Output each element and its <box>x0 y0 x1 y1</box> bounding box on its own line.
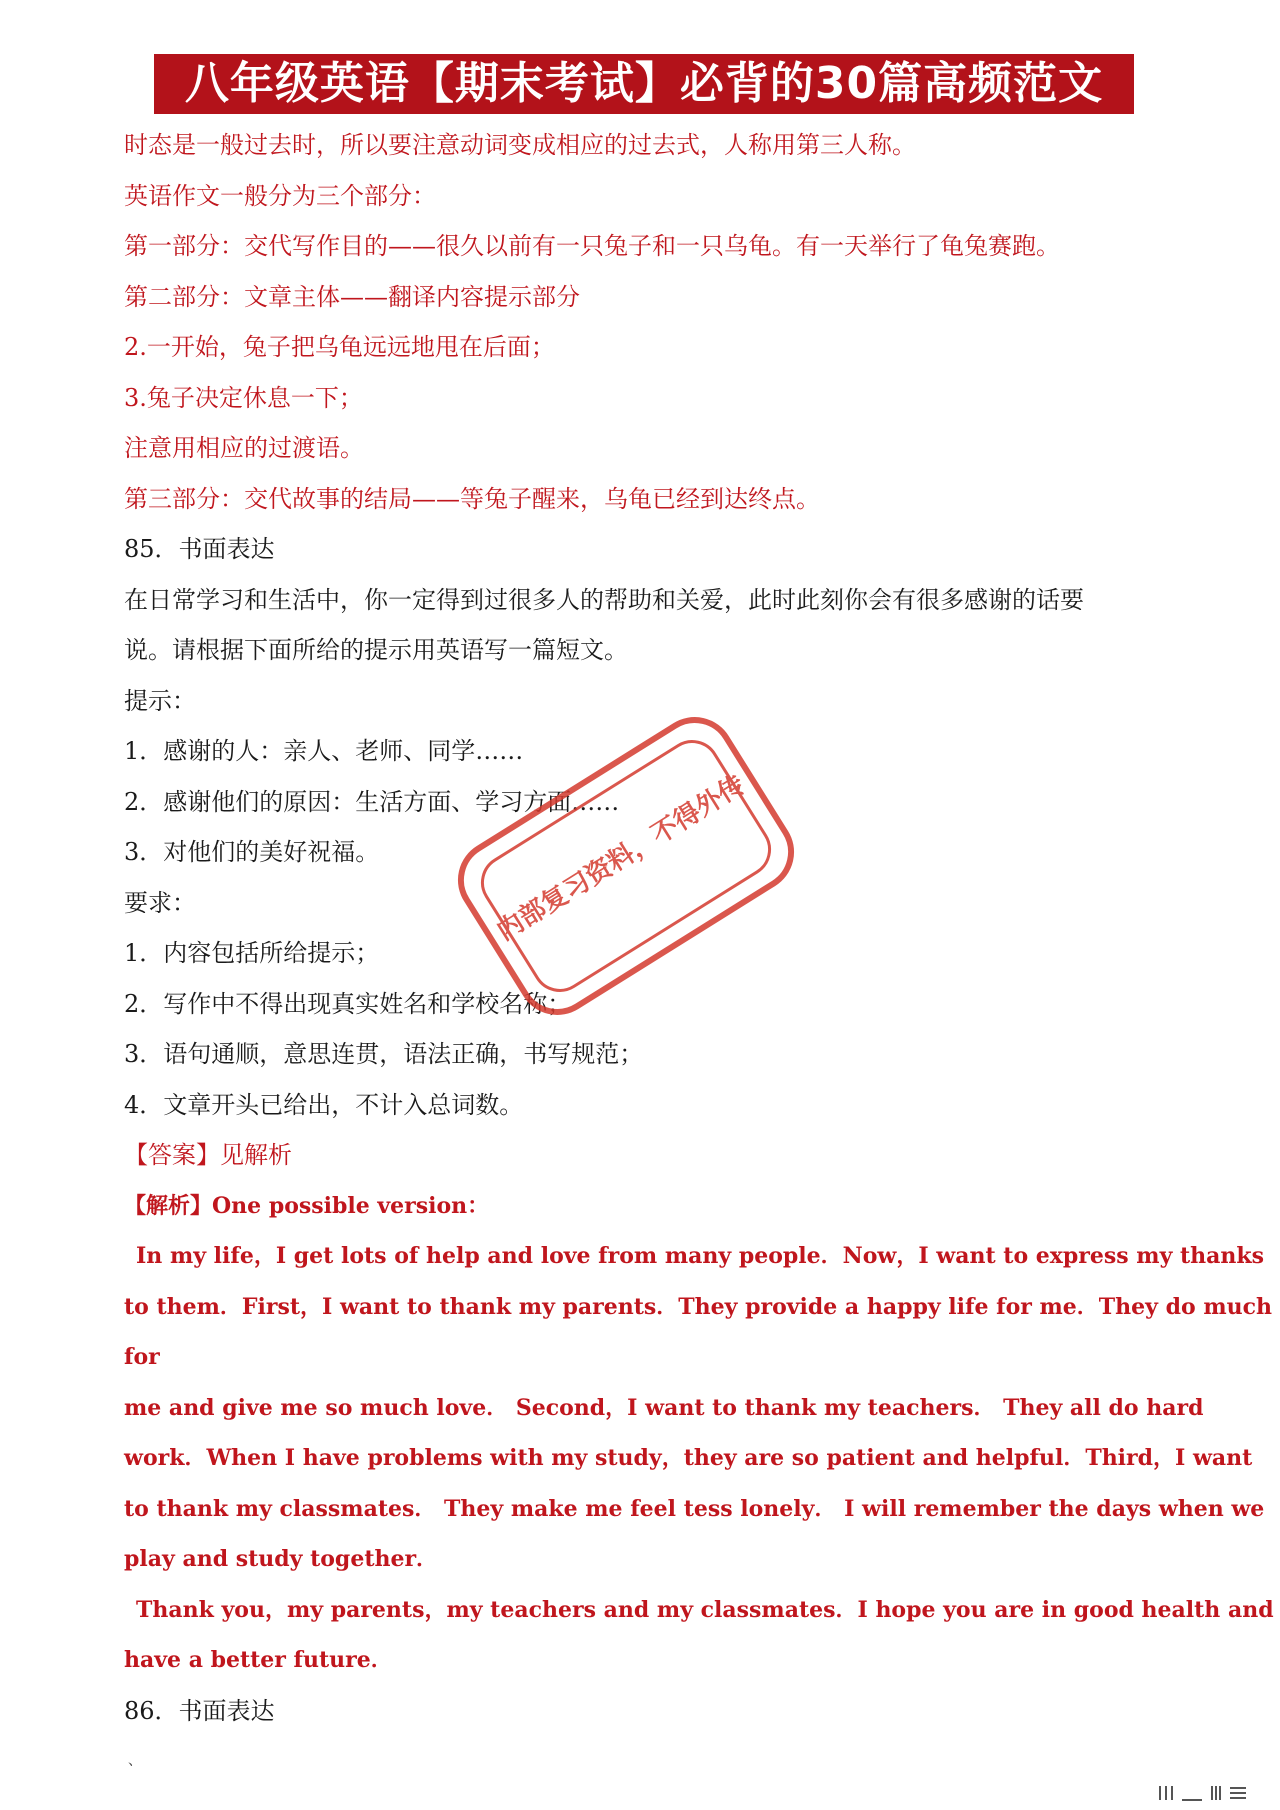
list-item: 1．内容包括所给提示； <box>124 939 380 967</box>
list-item: 4．文章开头已给出，不计入总词数。 <box>124 1090 524 1119</box>
text-line: 说。请根据下面所给的提示用英语写一篇短文。 <box>124 636 628 664</box>
list-item: 3．语句通顺，意思连贯，语法正确，书写规范； <box>124 1040 644 1068</box>
essay-line: work．When I have problems with my study，they are so patient and helpful．Third，I want <box>124 1445 1253 1471</box>
essay-line: have a better future． <box>124 1647 393 1673</box>
essay-line: In my life，I get lots of help and love from many people．Now，I want to express my thanks <box>136 1243 1265 1269</box>
footer-mark: 、 <box>128 1753 142 1769</box>
list-item: 3．对他们的美好祝福。 <box>124 838 380 866</box>
text-line: 2.一开始，兔子把乌龟远远地甩在后面； <box>124 333 555 361</box>
list-item: 2．写作中不得出现真实姓名和学校名称； <box>124 989 572 1018</box>
text-line: 时态是一般过去时，所以要注意动词变成相应的过去式，人称用第三人称。 <box>124 131 916 159</box>
list-item: 1．感谢的人：亲人、老师、同学…… <box>124 737 524 765</box>
text-line: 第一部分：交代写作目的——很久以前有一只兔子和一只乌龟。有一天举行了龟兔赛跑。 <box>124 232 1060 260</box>
essay-line: to them．First，I want to thank my parents．They provide a happy life for me．They do much <box>124 1293 1272 1320</box>
question-number: 85．书面表达 <box>124 535 275 563</box>
essay-line: for <box>124 1344 160 1370</box>
essay-line: Thank you，my parents，my teachers and my classmates．I hope you are in good health and <box>136 1596 1274 1623</box>
title-banner <box>154 54 1134 114</box>
text-line: 第三部分：交代故事的结局——等兔子醒来，乌龟已经到达终点。 <box>124 484 820 513</box>
text-line: 提示： <box>124 686 196 715</box>
menu-lines-icon <box>1158 1782 1248 1802</box>
analysis-label: 【解析】One possible version： <box>124 1192 490 1219</box>
text-line: 3.兔子决定休息一下； <box>124 383 363 412</box>
stamp-text: 内部复习资料，不得外传 <box>491 769 751 947</box>
text-line: 英语作文一般分为三个部分： <box>124 181 436 210</box>
page-title: 八年级英语【期末考试】必背的30篇高频范文 <box>184 58 1104 109</box>
text-line: 在日常学习和生活中，你一定得到过很多人的帮助和关爱，此时此刻你会有很多感谢的话要 <box>124 585 1084 614</box>
text-line: 要求： <box>124 888 196 917</box>
answer-label: 【答案】见解析 <box>124 1141 292 1169</box>
text-line: 注意用相应的过渡语。 <box>124 434 364 462</box>
essay-line: to thank my classmates． They make me feel tess lonely． I will remember the days when we <box>124 1495 1265 1522</box>
question-number: 86．书面表达 <box>124 1696 275 1725</box>
essay-line: play and study together． <box>124 1546 439 1572</box>
list-item: 2．感谢他们的原因：生活方面、学习方面…… <box>124 787 620 816</box>
text-line: 第二部分：文章主体——翻译内容提示部分 <box>124 282 580 311</box>
essay-line: me and give me so much love． Second，I want to thank my teachers． They all do hard <box>124 1394 1204 1421</box>
